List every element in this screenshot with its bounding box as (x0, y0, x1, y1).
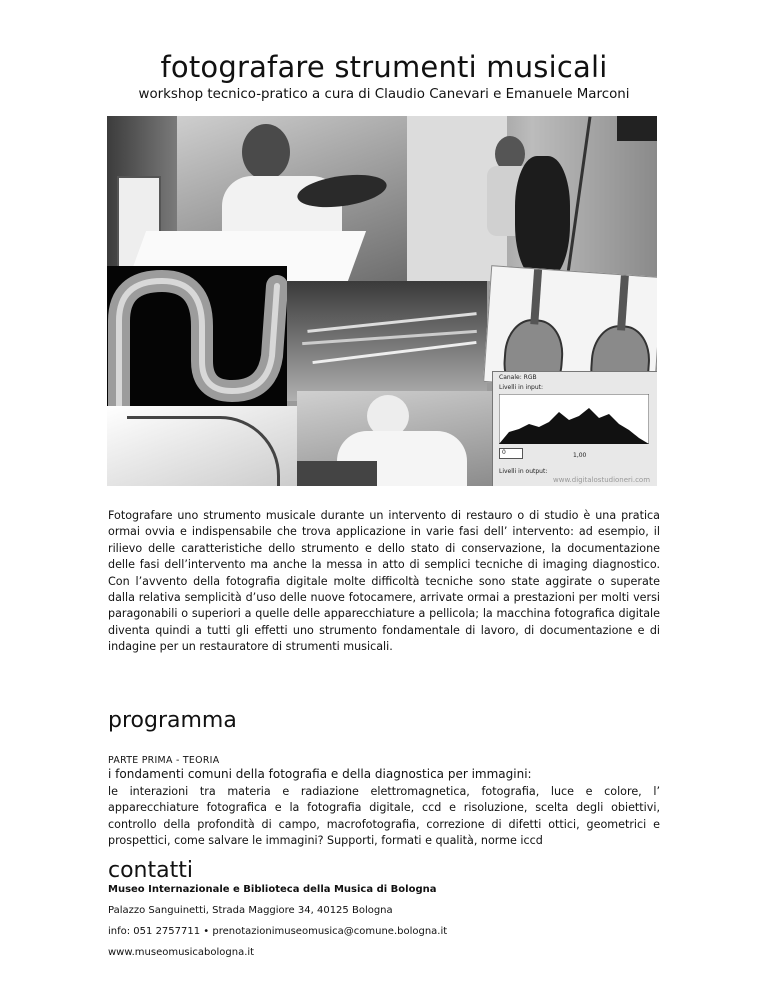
levels-histogram-panel (492, 371, 657, 486)
museum-name: Museo Internazionale e Biblioteca della Musica di Bologna (108, 884, 437, 895)
watermark: www.digitalostudioneri.com (553, 476, 651, 484)
intro-paragraph: Fotografare uno strumento musicale durante un intervento di restauro o di studio è una pratica ormai ovvia e indispensabile che trova applicazione in varie fasi dell’ intervento: ad esempio, il rilievo delle caratteristiche dello strumento e dello stato di conservazione, la documentazione delle fasi dell’intervento ma anche la messa in atto di semplici tecniche di imaging diagnostico. Con l’avvento della fotografia digitale molte difficoltà tecniche sono state aggirate o superate dalla relativa semplicità d’uso delle nuove fotocamere, arrivate ormai a prestazioni per molti versi paragonabili o superiori a quelle delle apparecchiature a pellicola; la macchina fotografica digitale diventa quindi a tutti gli effetti uno strumento fondamentale di lavoro, di documentazione e di indagine per un restauratore di strumenti musicali. (108, 509, 660, 654)
channel-label: Canale: (499, 374, 522, 381)
part-label: PARTE PRIMA - TEORIA (108, 755, 220, 766)
photo-shooting-table (107, 406, 297, 486)
programma-body: le interazioni tra materia e radiazione elettromagnetica, fotografia, luce e colore, l’ apparecchiature fotografica e la fotografia digitale, ccd e risoluzione, scelta degli obiettivi, controllo della profondità di campo, macrofotografia, correzione di difetti ottici, geometrici e prospettici, come salvare le immagini? Supporti, formati e qualità, norme iccd (108, 785, 660, 848)
contatti-heading: contatti (108, 858, 193, 883)
output-levels-label: Livelli in output: (499, 468, 548, 475)
contact-info: info: 051 2757711 • prenotazionimuseomusica@comune.bologna.it (108, 926, 448, 937)
input-min-field: 0 (499, 448, 523, 459)
website-link[interactable]: www.museomusicabologna.it (108, 947, 255, 958)
input-levels-label: Livelli in input: (499, 384, 543, 391)
input-mid-value: 1,00 (573, 452, 587, 459)
programma-heading: programma (108, 708, 237, 733)
photo-collage (107, 116, 657, 486)
channel-value: RGB (523, 374, 537, 381)
programma-lead: i fondamenti comuni della fotografia e della diagnostica per immagini: (108, 767, 532, 781)
photo-double-bass (407, 116, 657, 281)
photo-studio-violin (107, 116, 407, 281)
page-subtitle: workshop tecnico-pratico a cura di Claudio Canevari e Emanuele Marconi (138, 87, 630, 102)
photo-bows (287, 281, 487, 401)
photo-restorer (297, 391, 492, 486)
museum-address: Palazzo Sanguinetti, Strada Maggiore 34, 40125 Bologna (108, 905, 393, 916)
photo-xray-scroll (107, 266, 287, 421)
page-title: fotografare strumenti musicali (160, 50, 608, 84)
